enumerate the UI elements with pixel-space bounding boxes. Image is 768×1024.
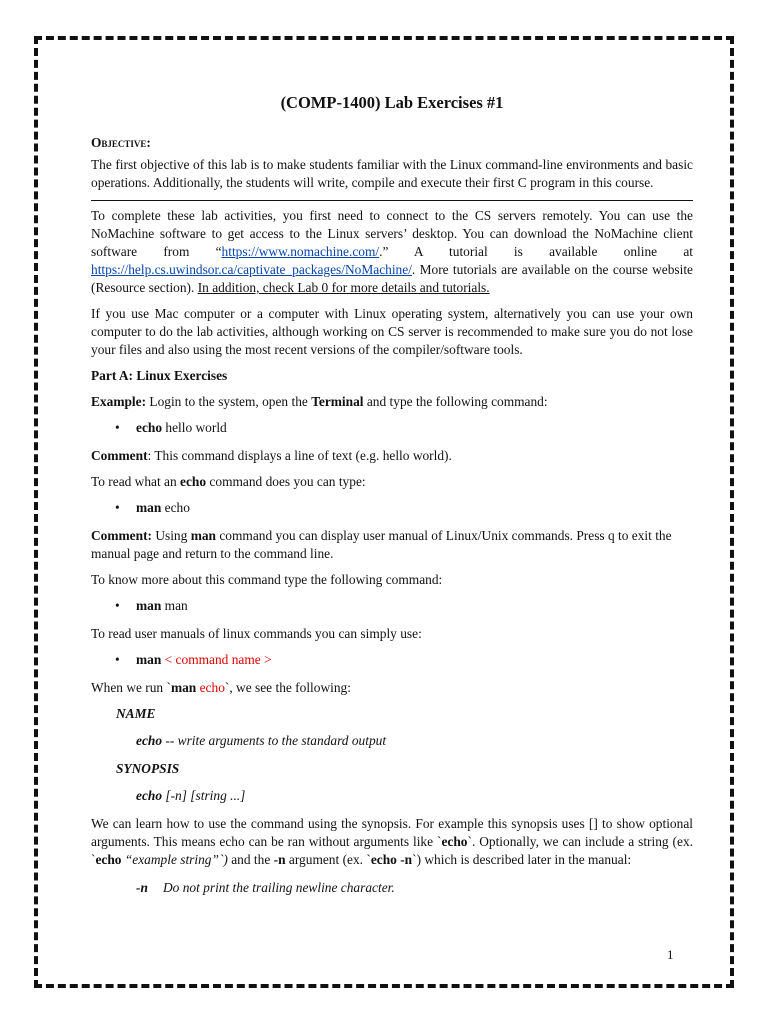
example-paragraph: Example: Login to the system, open the Terminal and type the following command: [91, 394, 548, 409]
when-run-paragraph: When we run `man echo`, we see the following: [91, 680, 351, 695]
document-body [91, 94, 693, 897]
mac-linux-paragraph: If you use Mac computer or a computer with Linux operating system, alternatively you can use your own computer to do the lab activities, although working on CS server is recommended to make sure you do not lose your files and also using the most recent versions of the compiler/software tools. [91, 306, 693, 357]
comment-1: Comment: This command displays a line of text (e.g. hello world). [91, 448, 452, 463]
tutorial-link[interactable]: https://help.cs.uwindsor.ca/captivate_packages/NoMachine/ [91, 262, 412, 277]
man-name-line: echo -- write arguments to the standard output [136, 733, 387, 748]
page-title: (COMP-1400) Lab Exercises #1 [280, 93, 504, 112]
connect-paragraph: To complete these lab activities, you first need to connect to the CS servers remotely. You can use the NoMachine software to get access to the Linux servers’ desktop. You can download the NoMachine client software from “https://www.nomachine.com/.” A tutorial is available online at https://help.cs.uwindsor.ca/captivate_packages/NoMachine/. More tutorials are available on the course website (Resource section). In addition, check Lab 0 for more details and tutorials. [91, 208, 693, 295]
bullet-man-command: • man < command name > [115, 652, 272, 667]
option-n-line: -n Do not print the trailing newline character. [136, 880, 395, 895]
objective-text: The first objective of this lab is to make students familiar with the Linux command-line environments and basic operations. Additionally, the students will write, compile and execute their first C program in this course. [91, 157, 693, 190]
man-synopsis-line: echo [-n] [string ...] [136, 788, 246, 803]
bullet-icon: • [115, 652, 120, 667]
objective-heading: Objective: [91, 135, 151, 150]
read-manuals-paragraph: To read user manuals of linux commands you can simply use: [91, 626, 422, 641]
part-a-heading: Part A: Linux Exercises [91, 368, 228, 383]
bullet-man-man: • man man [115, 598, 188, 613]
synopsis-explanation: We can learn how to use the command using the synopsis. For example this synopsis uses [] to show optional arguments. This means echo can be ran without arguments like `echo`. Optionally, we can include a string (ex. `echo “example string”`) and the -n argument (ex. `echo -n`) which is described later in the manual: [91, 816, 693, 867]
lab0-note: In addition, check Lab 0 for more details and tutorials. [197, 280, 490, 295]
bullet-echo-hello: • echo hello world [115, 420, 227, 435]
bullet-icon: • [115, 500, 120, 515]
bullet-man-echo: • man echo [115, 500, 190, 515]
man-synopsis-heading: SYNOPSIS [116, 761, 180, 776]
page-number: 1 [667, 947, 674, 962]
divider-line [91, 200, 693, 201]
read-echo-paragraph: To read what an echo command does you can type: [91, 474, 366, 489]
bullet-icon: • [115, 598, 120, 613]
comment-2: Comment: Using man command you can display user manual of Linux/Unix commands. Press q to exit the manual page and return to the command line. [91, 528, 672, 561]
know-more-paragraph: To know more about this command type the following command: [91, 572, 443, 587]
man-name-heading: NAME [116, 706, 156, 721]
bullet-icon: • [115, 420, 120, 435]
nomachine-link[interactable]: https://www.nomachine.com/ [221, 244, 380, 259]
